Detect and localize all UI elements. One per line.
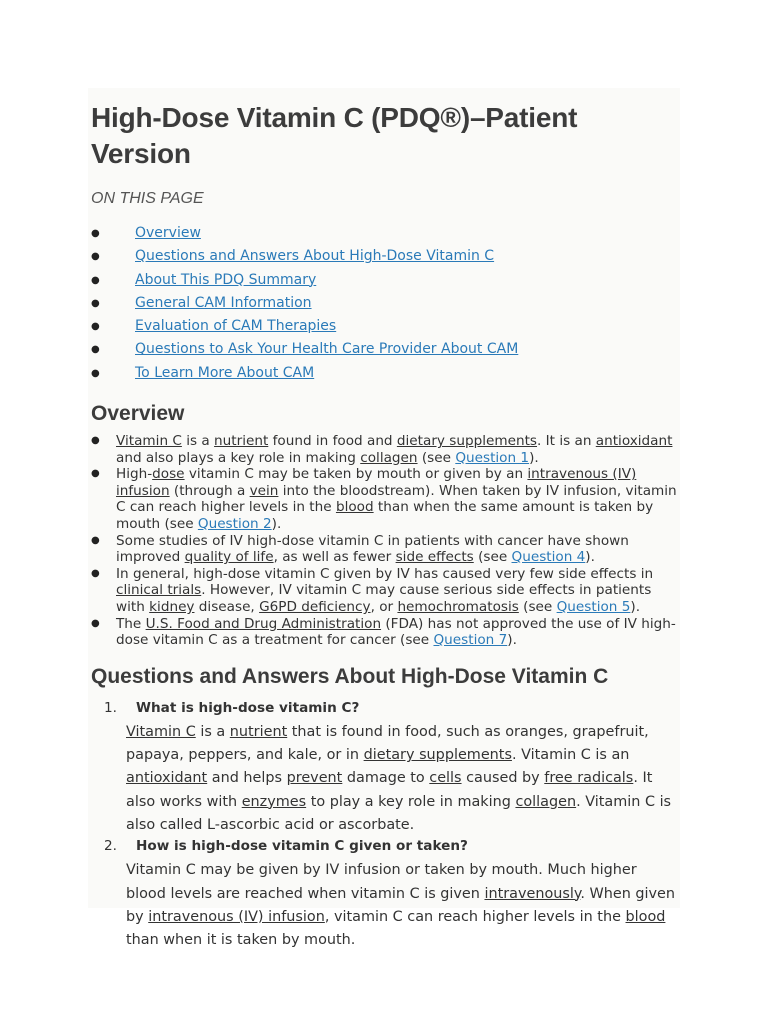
answer-text: to play a key role in making: [306, 793, 516, 810]
toc-link-qa[interactable]: Questions and Answers About High-Dose Vitamin C: [135, 248, 495, 265]
term-link[interactable]: free radicals: [544, 770, 634, 787]
bullet-icon: ●: [91, 435, 100, 447]
term-link[interactable]: dietary supplements: [396, 433, 538, 450]
answer-text: damage to: [342, 770, 430, 787]
toc-item-about: [91, 269, 681, 292]
toc-item-questions-ask: [91, 338, 681, 361]
overview-text: disease,: [194, 599, 260, 616]
overview-text: found in food and: [268, 433, 397, 450]
term-link[interactable]: enzymes: [241, 793, 307, 810]
overview-text: The: [116, 615, 146, 632]
qa-answer: [91, 721, 681, 837]
toc-link-questions-ask[interactable]: Questions to Ask Your Health Care Provider About CAM: [135, 341, 519, 358]
overview-text: into the bloodstream). When taken by IV infusion, vitamin C can reach higher levels in the: [116, 482, 677, 516]
term-link[interactable]: dietary supplements: [363, 747, 512, 764]
term-link[interactable]: antioxidant: [595, 433, 673, 450]
bullet-icon: ●: [91, 274, 100, 286]
overview-text: is a: [181, 433, 215, 450]
answer-text: that is found in food, such as oranges, grapefruit, papaya, peppers, and kale, or in: [126, 723, 649, 764]
table-of-contents: [91, 222, 681, 385]
qa-item: [91, 837, 681, 952]
question-link[interactable]: Question 1: [455, 449, 530, 466]
overview-list: [91, 433, 681, 649]
overview-text: (FDA) has not approved the use of IV high-dose vitamin C as a treatment for cancer (see: [116, 615, 676, 649]
toc-item-learn-more: [91, 362, 681, 385]
answer-text: . It also works with: [126, 770, 653, 810]
answer-text: . When given by: [126, 885, 676, 925]
overview-item: [91, 566, 681, 616]
overview-text: and also plays a key role in making: [116, 449, 361, 466]
qa-answer: [91, 859, 681, 952]
qa-question: How is high-dose vitamin C given or taken?: [136, 838, 468, 855]
toc-link-evaluation[interactable]: Evaluation of CAM Therapies: [135, 318, 337, 335]
term-link[interactable]: U.S. Food and Drug Administration: [145, 615, 382, 632]
overview-text: (through a: [169, 482, 250, 499]
term-link[interactable]: collagen: [360, 449, 418, 466]
bullet-icon: ●: [91, 567, 100, 579]
answer-text: , vitamin C can reach higher levels in the: [324, 908, 626, 925]
overview-text: ).: [529, 449, 539, 466]
answer-text: . Vitamin C is an: [511, 747, 630, 764]
answer-text: and helps: [207, 770, 287, 787]
answer-text: is a: [195, 723, 230, 740]
overview-text: Some studies of IV high-dose vitamin C in patients with cancer have shown improved: [116, 532, 629, 566]
term-link[interactable]: hemochromatosis: [397, 599, 519, 616]
toc-link-about[interactable]: About This PDQ Summary: [135, 271, 317, 288]
question-link[interactable]: Question 7: [433, 632, 508, 649]
answer-text: than when it is taken by mouth.: [126, 932, 356, 949]
overview-text: , as well as fewer: [273, 549, 396, 566]
term-link[interactable]: nutrient: [214, 433, 269, 450]
term-link[interactable]: G6PD deficiency: [259, 599, 371, 616]
toc-link-general-cam[interactable]: General CAM Information: [135, 294, 312, 311]
term-link[interactable]: quality of life: [184, 549, 274, 566]
term-link[interactable]: dose: [152, 466, 185, 483]
answer-text: caused by: [461, 770, 545, 787]
on-this-page-label: ON THIS PAGE: [91, 190, 204, 207]
toc-link-learn-more[interactable]: To Learn More About CAM: [135, 364, 315, 381]
overview-text: (see: [417, 449, 456, 466]
toc-item-evaluation: [91, 315, 681, 338]
bullet-icon: ●: [91, 468, 100, 480]
term-link[interactable]: intravenous (IV) infusion: [116, 466, 637, 499]
overview-item: [91, 466, 681, 532]
toc-item-general-cam: [91, 292, 681, 315]
overview-text: High-: [116, 466, 153, 483]
bullet-icon: ●: [91, 251, 100, 263]
term-link[interactable]: antioxidant: [126, 770, 208, 787]
overview-text: . It is an: [537, 433, 596, 450]
question-link[interactable]: Question 2: [197, 516, 272, 533]
toc-link-overview[interactable]: Overview: [135, 225, 201, 241]
overview-text: . However, IV vitamin C may cause serious side effects in patients with: [116, 582, 652, 616]
term-link[interactable]: vein: [249, 482, 279, 499]
term-link[interactable]: kidney: [149, 599, 195, 616]
term-link[interactable]: intravenously: [484, 885, 581, 902]
page-title: High-Dose Vitamin C (PDQ®)–Patient Version: [91, 102, 578, 169]
qa-number: 1.: [104, 699, 117, 716]
term-link[interactable]: collagen: [515, 793, 577, 810]
term-link[interactable]: Vitamin C: [126, 723, 196, 740]
term-link[interactable]: side effects: [395, 549, 474, 566]
answer-text: . Vitamin C is also called L-ascorbic acid or ascorbate.: [126, 793, 672, 833]
qa-list: [91, 699, 681, 953]
overview-text: (see: [473, 549, 512, 566]
bullet-icon: ●: [91, 617, 100, 629]
overview-item: [91, 433, 681, 466]
term-link[interactable]: intravenous (IV) infusion: [148, 908, 325, 925]
overview-heading: Overview: [91, 402, 185, 426]
answer-text: Vitamin C may be given by IV infusion or taken by mouth. Much higher blood levels are reached when vitamin C is given: [126, 862, 637, 902]
term-link[interactable]: Vitamin C: [116, 433, 182, 450]
term-link[interactable]: prevent: [286, 770, 343, 787]
overview-text: ).: [630, 599, 641, 616]
term-link[interactable]: clinical trials: [116, 582, 202, 599]
overview-text: In general, high-dose vitamin C given by IV has caused very few side effects in: [116, 565, 654, 582]
toc-item-overview: [91, 222, 681, 245]
overview-text: , or: [370, 599, 398, 616]
bullet-icon: ●: [91, 367, 100, 379]
overview-text: ).: [585, 549, 595, 566]
bullet-icon: ●: [91, 228, 100, 239]
qa-question: What is high-dose vitamin C?: [136, 699, 360, 716]
article: [91, 100, 681, 952]
bullet-icon: ●: [91, 297, 100, 309]
qa-item: [91, 699, 681, 837]
term-link[interactable]: blood: [335, 499, 374, 516]
bullet-icon: ●: [91, 321, 100, 333]
qa-number: 2.: [104, 838, 117, 855]
toc-item-qa: [91, 245, 681, 268]
qa-heading: Questions and Answers About High-Dose Vitamin C: [91, 664, 609, 688]
term-link[interactable]: nutrient: [229, 723, 288, 740]
overview-text: ).: [271, 516, 282, 533]
overview-item: [91, 616, 681, 649]
term-link[interactable]: cells: [429, 770, 462, 787]
overview-text: (see: [518, 599, 557, 616]
overview-text: vitamin C may be taken by mouth or given by an: [184, 466, 528, 483]
bullet-icon: ●: [91, 534, 100, 546]
bullet-icon: ●: [91, 344, 100, 356]
overview-text: ).: [507, 632, 517, 649]
term-link[interactable]: blood: [625, 908, 666, 925]
overview-item: [91, 533, 681, 566]
question-link[interactable]: Question 4: [511, 549, 586, 566]
question-link[interactable]: Question 5: [556, 599, 631, 616]
overview-text: than when the same amount is taken by mouth (see: [116, 499, 654, 533]
